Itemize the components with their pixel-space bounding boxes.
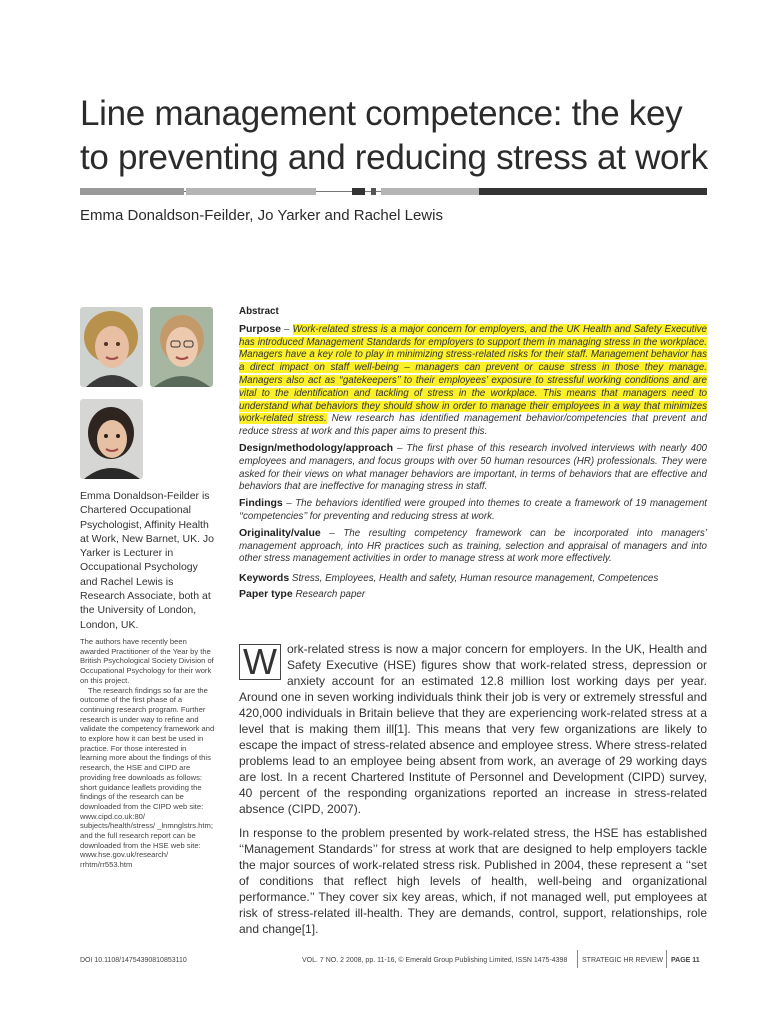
- body-paragraph-1: [239, 641, 707, 817]
- author-photo-3: [80, 399, 143, 479]
- author-photo-2: [150, 307, 213, 387]
- abstract-originality: Originality/value – The resulting competency framework can be incorporated into managers’ management approach, into HR practices such as training, selection and appraisal of managers and into other stress management activities in order to manage stress at work more effectively.: [239, 526, 708, 565]
- abstract-paper-type: [239, 588, 707, 602]
- purpose-text: New research has identified management behavior/competencies that prevent and reduce stress at work and this paper aims to present this.: [239, 413, 707, 438]
- footer-doi: DOI 10.1108/14754390810853110: [80, 957, 187, 964]
- abstract-purpose: Purpose – Work-related stress is a major concern for employers, and the UK Health and Safety Executive has introduced Management Standards for employers to support them in managing stress in the workplace. Managers have a key role to play in minimizing stress-related risks for their staff. Management behavior has a direct impact on staff well-being – managers can prevent or cause stress in those they manage. Managers also act as ‘‘gatekeepers’’ to their employees’ exposure to stressful working conditions and are vital to the identification and tackling of stress in the workplace. This means that managers need to understand what behaviors they should show in order to manage their employees in a way that minimizes work-related stress. New research has identified management behavior/competencies that prevent and reduce stress at work and this paper aims to present this.: [239, 322, 708, 438]
- abstract-section: [239, 306, 707, 605]
- author-photo-1: [80, 307, 143, 387]
- article-title: Line management competence: the key to preventing and reducing stress at work: [80, 94, 708, 177]
- footer-citation: VOL. 7 NO. 2 2008, pp. 11-16, © Emerald Group Publishing Limited, ISSN 1475-4398: [302, 957, 568, 964]
- purpose-label: Purpose: [239, 322, 282, 335]
- author-list: Emma Donaldson-Feilder, Jo Yarker and Rachel Lewis: [80, 207, 443, 224]
- abstract-heading: Abstract: [239, 306, 279, 317]
- originality-text: The resulting competency framework can be incorporated into managers’ management approach, into HR practices such as training, selection and appraisal of managers and into other stress management activities in order to manage stress at work more effectively.: [239, 527, 708, 565]
- author-bio: Emma Donaldson-Feilder is Chartered Occupational Psychologist, Affinity Health at Work, New Barnet, UK. Jo Yarker is Lecturer in Occupational Psychology and Rachel Lewis is Research Associate, both at the University of London, London, UK.: [80, 490, 215, 631]
- abstract-keywords: [239, 572, 707, 586]
- abstract-method: Design/methodology/approach – The first phase of this research involved interviews with nearly 400 employees and managers, and focus groups with over 50 human resources (HR) professionals. They were asked for their views on what manager behaviors are important, in terms of behaviors that are effective and behaviors that are ineffective for managing stress in staff.: [239, 441, 707, 493]
- note-awards: The authors have recently been awarded Practitioner of the Year by the British Psychological Society Division of Occupational Psychology for their work on this project.: [80, 637, 214, 685]
- footer-separator: [666, 950, 667, 968]
- findings-text: The behaviors identified were grouped into themes to create a framework of 19 management ‘‘competencies’’ for preventing and reducing stress at work.: [239, 498, 707, 522]
- purpose-highlighted-text: Work-related stress is a major concern for employers, and the UK Health and Safety Executive has introduced Management Standards for employers to support them in managing stress in the workplace. Managers have a key role to play in minimizing stress-related risks for their staff. Management behavior has a direct impact on staff well-being – managers can prevent or cause stress in those they manage. Managers also act as ‘‘gatekeepers’’ to their employees’ exposure to stressful working conditions and are vital to the identification and tackling of stress in the workplace. This means that managers need to understand what behaviors they should show in order to manage their employees in a way that minimizes work-related stress.: [239, 323, 708, 425]
- paper-type-text: Research paper: [295, 588, 366, 600]
- body-paragraph-2: In response to the problem presented by work-related stress, the HSE has established ‘‘Management Standards’’ for stress at work that are designed to help employers tackle the major sources of work-related stress risk. Published in 2004, these represent a ‘‘set of conditions that reflect high levels of health, well-being and organizational performance.’’ They cover six key areas, which, if not managed well, put employees at risk of stress-related ill-health. They are demands, control, support, relationships, role and change[1].: [239, 826, 707, 936]
- footer-page-number: PAGE 11: [671, 957, 700, 964]
- abstract-findings: Findings – The behaviors identified were grouped into themes to create a framework of 19 management ‘‘competencies’’ for preventing and reducing stress at work.: [239, 497, 707, 522]
- findings-label: Findings: [239, 497, 283, 510]
- paper-type-label: Paper type: [239, 587, 293, 600]
- footer-separator: [577, 950, 578, 968]
- method-label: Design/methodology/approach: [239, 441, 394, 454]
- article-body: [239, 641, 707, 945]
- drop-cap: W: [239, 644, 281, 680]
- keywords-text: Stress, Employees, Health and safety, Human resource management, Competences: [291, 573, 659, 585]
- keywords-label: Keywords: [239, 572, 290, 585]
- note-research: The research findings so far are the outcome of the first phase of a continuing research program. Further research is under way to refine and validate the competency framework and to explore how it can best be used in practice. For those interested in learning more about the findings of this research, the HSE and CIPD are providing free downloads as follows: short guidance leaflets providing the findings of the research can be downloaded from the CIPD web site: www.cipd.co.uk:80/ subjects/health/stress/ _lnmnglstrs.htm; and the full research report can be downloaded from the HSE web site: www.hse.gov.uk/research/ rrhtm/rr553.htm: [80, 685, 215, 870]
- body-paragraph-1-text: ork-related stress is now a major concern for employers. In the UK, Health and Safety Executive (HSE) figures show that work-related stress, depression or anxiety account for an estimated 12.8 million lost working days per year. Around one in seven working individuals think their job is very or extremely stressful and 420,000 individuals in Britain believe that they are experiencing work-related stress at a level that is making them ill[1]. This means that very few organizations are likely to escape the impact of stress-related absence and employee stress. Where stress-related problems lead to an employee being absent from work, an average of 29 working days are lost. In a recent Chartered Institute of Personnel and Development (CIPD) survey, 40 percent of the responding organizations reported an increase in stress-related absence (CIPD, 2007).: [239, 642, 707, 816]
- originality-label: Originality/value: [239, 526, 321, 539]
- footer-journal: STRATEGIC HR REVIEW: [582, 957, 664, 964]
- method-text: The first phase of this research involved interviews with nearly 400 employees and managers, and focus groups with over 50 human resources (HR) professionals. They were asked for their views on what manager behaviors are important, in terms of behaviors that are effective and behaviors that are ineffective for managing stress in staff.: [239, 442, 707, 493]
- sidebar-note: [80, 637, 215, 870]
